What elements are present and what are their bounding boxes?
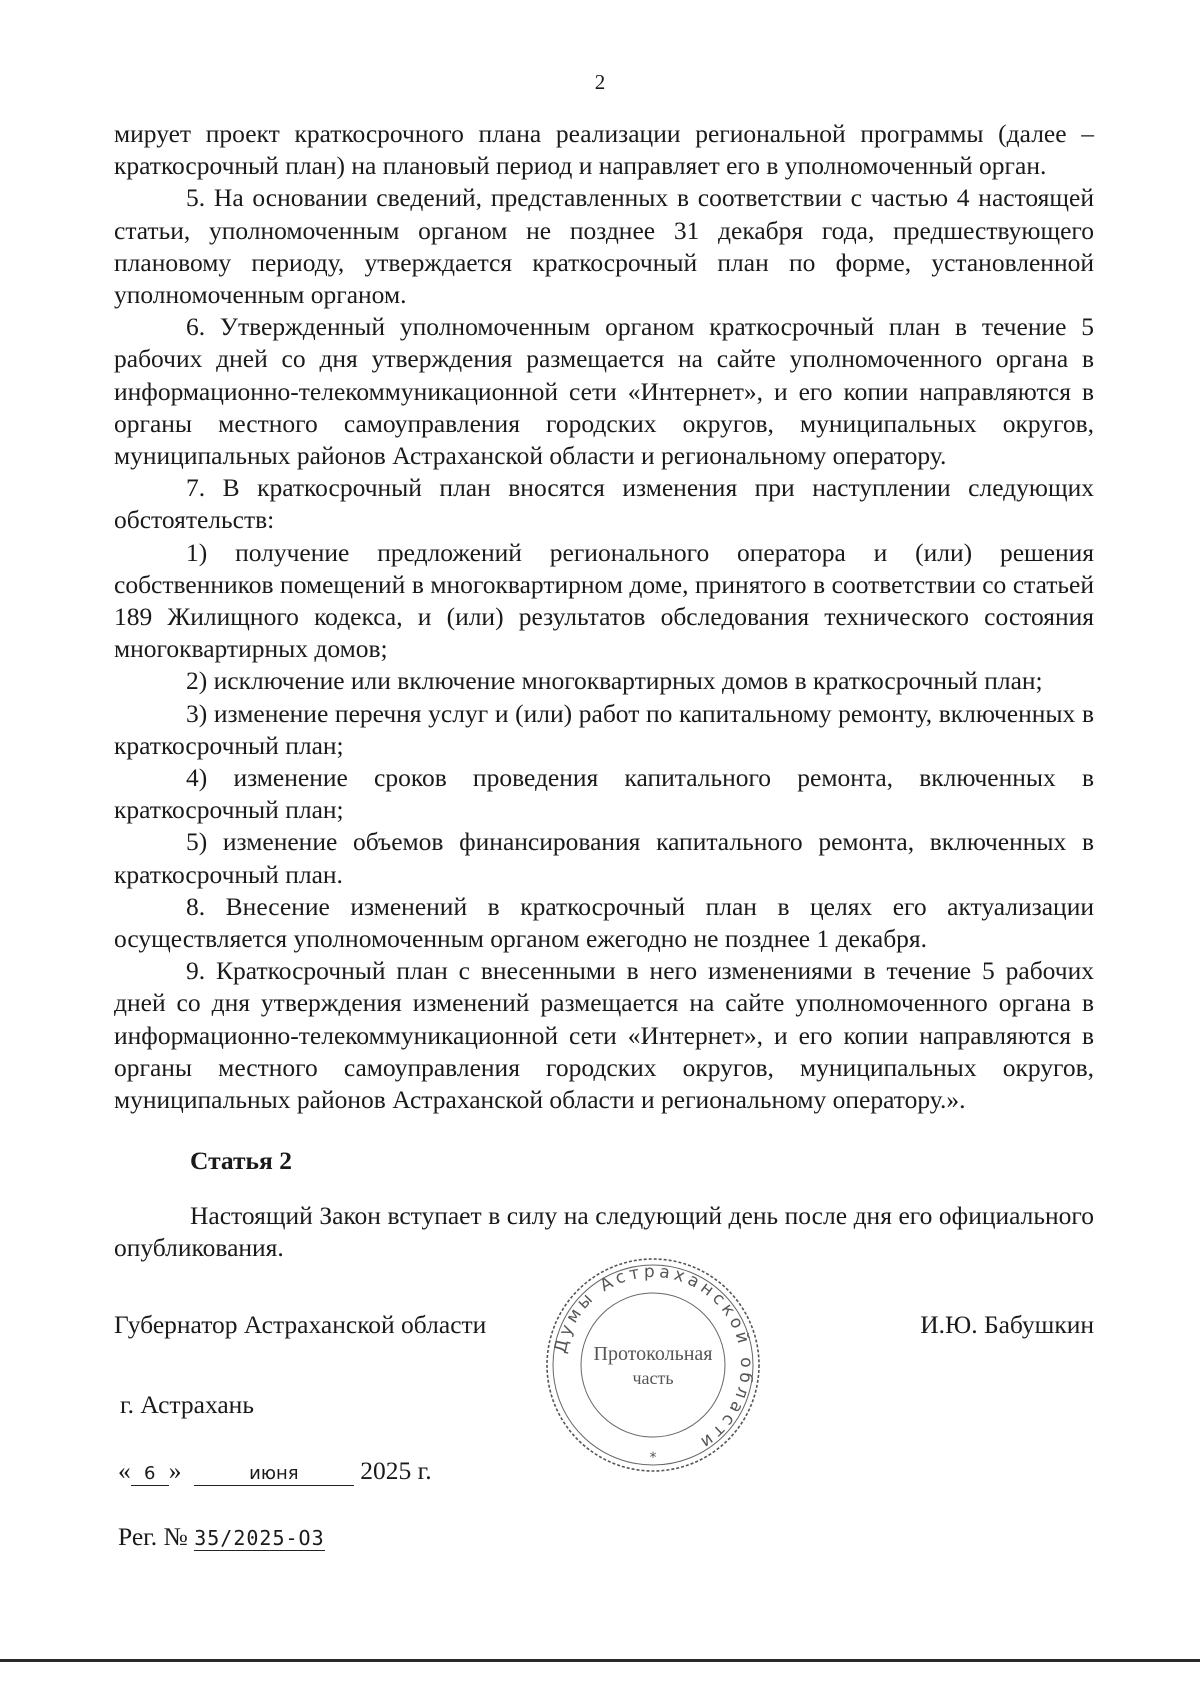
- paragraph-item-8: 8. Внесение изменений в краткосрочный план в целях его актуализации осуществляется уполномоченным органом ежегодно не позднее 1 декабря.: [114, 891, 1094, 954]
- paragraph-item-6: 6. Утвержденный уполномоченным органом краткосрочный план в течение 5 рабочих дней со дня утверждения размещается на сайте уполномоченного органа в информационно-телекоммуникационной сети «Интернет», и его копии направляются в органы местного самоуправления городских округов, муниципальных округов, муниципальных районов Астраханской области и региональному оператору.: [114, 312, 1094, 471]
- date-line: [118, 1456, 432, 1486]
- paragraph-item-7: 7. В краткосрочный план вносятся изменения при наступлении следующих обстоятельств:: [114, 473, 1094, 535]
- date-month: июня: [194, 1463, 354, 1486]
- stamp-star-mark: *: [649, 1450, 657, 1466]
- city-line: г. Астрахань: [120, 1390, 254, 1419]
- registration-number: 35/2025-ОЗ: [194, 1526, 325, 1550]
- date-day: 6: [131, 1463, 169, 1486]
- date-year: 2025 г.: [360, 1456, 432, 1485]
- page-number: 2: [594, 70, 606, 94]
- signatory-position: Губернатор Астраханской области: [114, 1310, 487, 1339]
- article-2-title: Статья 2: [190, 1146, 292, 1175]
- signatory-name: И.Ю. Бабушкин: [920, 1310, 1094, 1339]
- subitem-1: 1) получение предложений регионального оператора и (или) решения собственников помещений в многоквартирном доме, принятого в соответствии со статьей 189 Жилищного кодекса, и (или) результатов обследования технического состояния многоквартирных домов;: [114, 537, 1094, 664]
- date-close-quote: »: [168, 1456, 182, 1485]
- registration-line: [118, 1522, 325, 1552]
- registration-label: Рег. №: [118, 1522, 188, 1551]
- bottom-divider: [0, 1659, 1200, 1662]
- seal-stamp-icon: [538, 1250, 768, 1480]
- article-2-body: Настоящий Закон вступает в силу на следующий день после дня его официального опубликования.: [114, 1201, 1094, 1263]
- paragraph-continuation: мирует проект краткосрочного плана реализации региональной программы (далее – краткосрочный план) на плановый период и направляет его в уполномоченный орган.: [114, 119, 1094, 181]
- subitem-5: 5) изменение объемов финансирования капитального ремонта, включенных в краткосрочный план.: [114, 827, 1094, 889]
- stamp-center-line2: часть: [632, 1368, 674, 1388]
- date-open-quote: «: [118, 1456, 131, 1485]
- subitem-3: 3) изменение перечня услуг и (или) работ по капитальному ремонту, включенных в краткосрочный план;: [114, 698, 1094, 760]
- paragraph-item-9: 9. Краткосрочный план с внесенными в него изменениями в течение 5 рабочих дней со дня утверждения изменений размещается на сайте уполномоченного органа в информационно-телекоммуникационной сети «Интернет», и его копии направляются в органы местного самоуправления городских округов, муниципальных округов, муниципальных районов Астраханской области и региональному оператору.».: [114, 956, 1094, 1115]
- stamp-center-line1: Протокольная: [593, 1343, 713, 1365]
- document-body: [114, 118, 1094, 1116]
- subitem-4: 4) изменение сроков проведения капитального ремонта, включенных в краткосрочный план;: [114, 763, 1094, 825]
- paragraph-item-5: 5. На основании сведений, представленных в соответствии с частью 4 настоящей статьи, уполномоченным органом не позднее 31 декабря года, предшествующего плановому периоду, утверждается краткосрочный план по форме, установленной уполномоченным органом.: [114, 183, 1094, 310]
- subitem-2: 2) исключение или включение многоквартирных домов в краткосрочный план;: [186, 666, 1043, 696]
- stamp-ring-text: Думы Астраханской области: [550, 1261, 757, 1455]
